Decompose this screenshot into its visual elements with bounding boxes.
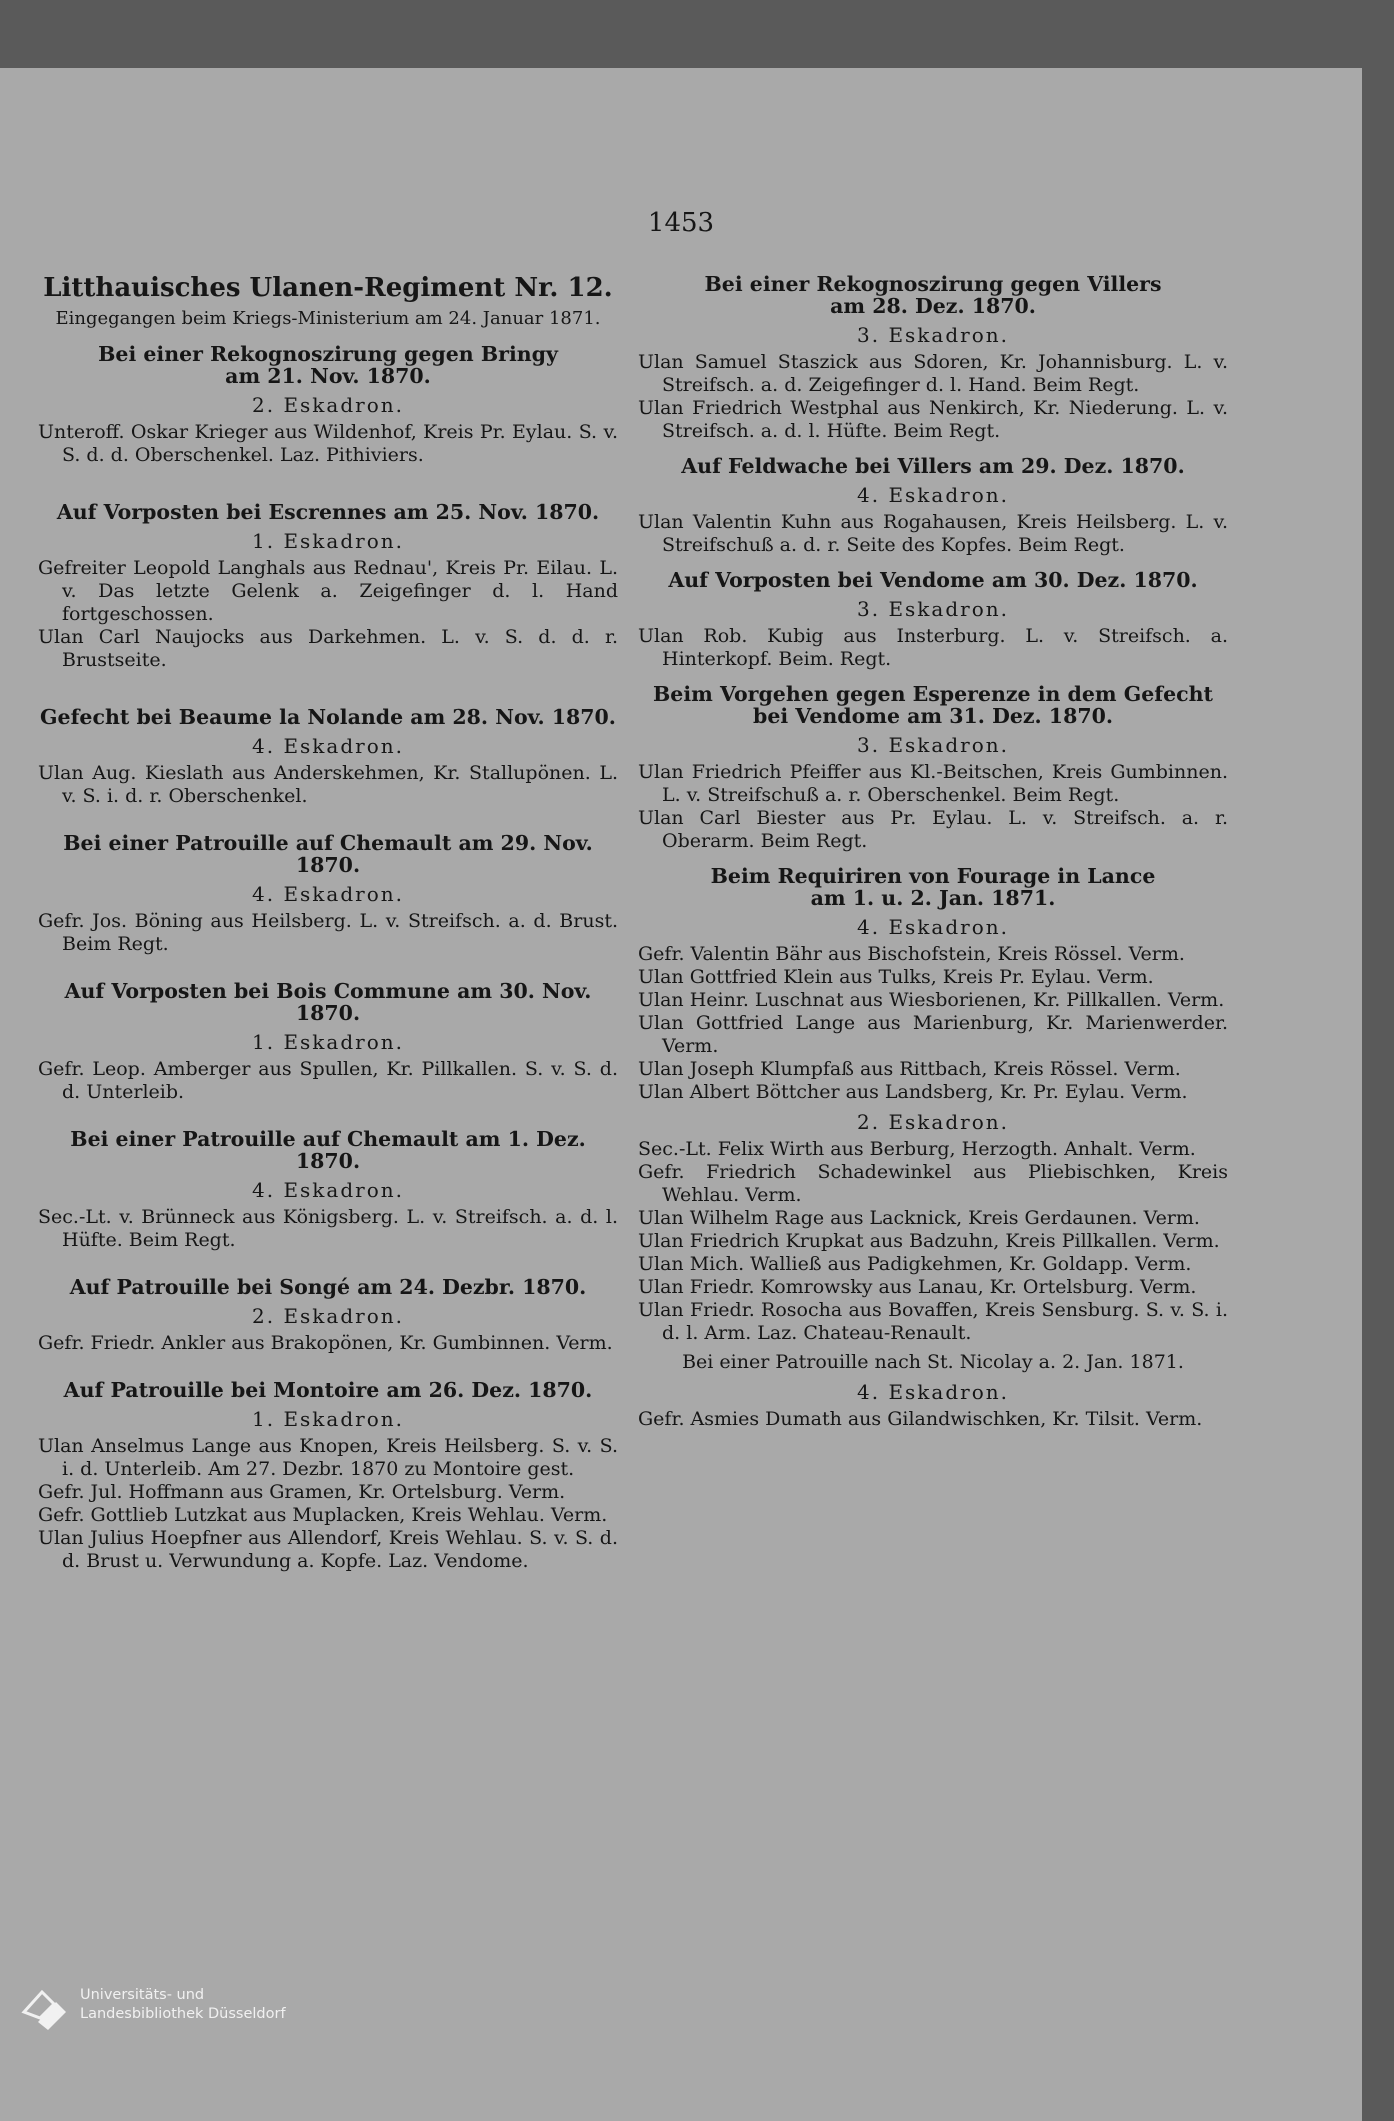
- eskadron-label: 2. Eskadron.: [857, 1110, 1009, 1134]
- eskadron-label: 4. Eskadron.: [252, 1178, 404, 1202]
- casualty-entry: Ulan Samuel Staszick aus Sdoren, Kr. Johannisburg. L. v. Streifsch. a. d. Zeigefinger d. l. Hand. Beim Regt.: [638, 351, 1228, 396]
- casualty-entry: Ulan Julius Hoepfner aus Allendorf, Kreis Wehlau. S. v. S. d. d. Brust u. Verwundung a. Kopfe. Laz. Vendome.: [38, 1527, 618, 1572]
- casualty-entry: Unteroff. Oskar Krieger aus Wildenhof, Kreis Pr. Eylau. S. v. S. d. d. Oberschenkel. Laz. Pithiviers.: [38, 421, 618, 466]
- library-name: [80, 1986, 286, 2024]
- casualty-entry: Ulan Aug. Kieslath aus Anderskehmen, Kr. Stallupönen. L. v. S. i. d. r. Oberschenkel.: [38, 762, 618, 807]
- eskadron-label: 4. Eskadron.: [252, 882, 404, 906]
- section-heading-date: bei Vendome am 31. Dez. 1870.: [753, 704, 1113, 728]
- regiment-title: Litthauisches Ulanen-Regiment Nr. 12.: [43, 273, 613, 303]
- casualty-entry: Sec.-Lt. Felix Wirth aus Berburg, Herzogth. Anhalt. Verm.: [638, 1138, 1196, 1160]
- section-heading: Bei einer Rekognoszirung gegen Bringy: [98, 342, 558, 366]
- patrol-note: Bei einer Patrouille nach St. Nicolay a. 2. Jan. 1871.: [682, 1351, 1184, 1373]
- section-heading: Beim Requiriren von Fourage in Lance: [710, 864, 1156, 888]
- eskadron-label: 4. Eskadron.: [857, 915, 1009, 939]
- section-heading: Auf Vorposten bei Bois Commune am 30. Nov.: [64, 979, 592, 1003]
- eskadron-label: 3. Eskadron.: [857, 733, 1009, 757]
- received-line: Eingegangen beim Kriegs-Ministerium am 24. Januar 1871.: [55, 308, 601, 329]
- casualty-entry: Ulan Joseph Klumpfaß aus Rittbach, Kreis Rössel. Verm.: [638, 1058, 1181, 1080]
- eskadron-label: 2. Eskadron.: [252, 393, 404, 417]
- section-heading-date: am 21. Nov. 1870.: [225, 364, 431, 388]
- eskadron-label: 3. Eskadron.: [857, 597, 1009, 621]
- library-logo: [20, 1984, 320, 2032]
- casualty-entry: Ulan Friedrich Pfeiffer aus Kl.-Beitschen, Kreis Gumbinnen. L. v. Streifschuß a. r. Oberschenkel. Beim Regt.: [638, 761, 1228, 806]
- scanned-page: [0, 68, 1362, 2121]
- casualty-entry: Gefreiter Leopold Langhals aus Rednau', Kreis Pr. Eilau. L. v. Das letzte Gelenk a. Zeigefinger d. l. Hand fortgeschossen.: [38, 557, 618, 625]
- section-heading-date: 1870.: [295, 1001, 361, 1025]
- library-logo-icon: [20, 1984, 70, 2032]
- section-heading-date: 1870.: [295, 1149, 361, 1173]
- section-heading: Auf Patrouille bei Montoire am 26. Dez. 1870.: [63, 1378, 593, 1402]
- casualty-entry: Gefr. Asmies Dumath aus Gilandwischken, Kr. Tilsit. Verm.: [638, 1408, 1203, 1430]
- eskadron-label: 1. Eskadron.: [252, 1407, 404, 1431]
- casualty-entry: Ulan Gottfried Klein aus Tulks, Kreis Pr. Eylau. Verm.: [638, 966, 1154, 988]
- eskadron-label: 3. Eskadron.: [857, 323, 1009, 347]
- casualty-entry: Ulan Friedrich Westphal aus Nenkirch, Kr. Niederung. L. v. Streifsch. a. d. l. Hüfte. Beim Regt.: [638, 397, 1228, 442]
- right-column: [638, 273, 1228, 1431]
- eskadron-label: 1. Eskadron.: [252, 529, 404, 553]
- casualty-entry: Ulan Friedrich Krupkat aus Badzuhn, Kreis Pillkallen. Verm.: [638, 1230, 1220, 1252]
- casualty-entry: Sec.-Lt. v. Brünneck aus Königsberg. L. v. Streifsch. a. d. l. Hüfte. Beim Regt.: [38, 1206, 618, 1251]
- casualty-entry: Gefr. Gottlieb Lutzkat aus Muplacken, Kreis Wehlau. Verm.: [38, 1504, 608, 1526]
- section-heading: Bei einer Rekognoszirung gegen Villers: [704, 272, 1162, 296]
- casualty-entry: Ulan Carl Biester aus Pr. Eylau. L. v. Streifsch. a. r. Oberarm. Beim Regt.: [638, 807, 1228, 852]
- library-name-line1: Universitäts- und: [80, 1987, 205, 2003]
- casualty-entry: Ulan Albert Böttcher aus Landsberg, Kr. Pr. Eylau. Verm.: [638, 1081, 1188, 1103]
- casualty-entry: Gefr. Valentin Bähr aus Bischofstein, Kreis Rössel. Verm.: [638, 943, 1185, 965]
- section-heading-date: 1870.: [295, 853, 361, 877]
- casualty-entry: Gefr. Friedr. Ankler aus Brakopönen, Kr. Gumbinnen. Verm.: [38, 1332, 613, 1354]
- casualty-entry: Gefr. Leop. Amberger aus Spullen, Kr. Pillkallen. S. v. S. d. d. Unterleib.: [38, 1058, 618, 1103]
- eskadron-label: 4. Eskadron.: [857, 1380, 1009, 1404]
- casualty-entry: Ulan Wilhelm Rage aus Lacknick, Kreis Gerdaunen. Verm.: [638, 1207, 1200, 1229]
- casualty-entry: Ulan Mich. Walließ aus Padigkehmen, Kr. Goldapp. Verm.: [638, 1253, 1192, 1275]
- left-column: [38, 273, 618, 1573]
- section-heading: Auf Feldwache bei Villers am 29. Dez. 1870.: [681, 454, 1185, 478]
- casualty-entry: Gefr. Jul. Hoffmann aus Gramen, Kr. Ortelsburg. Verm.: [38, 1481, 566, 1503]
- casualty-entry: Ulan Rob. Kubig aus Insterburg. L. v. Streifsch. a. Hinterkopf. Beim. Regt.: [638, 625, 1228, 670]
- casualty-entry: Ulan Heinr. Luschnat aus Wiesborienen, Kr. Pillkallen. Verm.: [638, 989, 1225, 1011]
- casualty-entry: Gefr. Friedrich Schadewinkel aus Pliebischken, Kreis Wehlau. Verm.: [638, 1161, 1228, 1206]
- casualty-entry: Gefr. Jos. Böning aus Heilsberg. L. v. Streifsch. a. d. Brust. Beim Regt.: [38, 910, 618, 955]
- section-heading-date: am 28. Dez. 1870.: [830, 294, 1036, 318]
- casualty-entry: Ulan Friedr. Komrowsky aus Lanau, Kr. Ortelsburg. Verm.: [638, 1276, 1197, 1298]
- section-heading: Bei einer Patrouille auf Chemault am 29. Nov.: [63, 831, 593, 855]
- casualty-entry: Ulan Friedr. Rosocha aus Bovaffen, Kreis Sensburg. S. v. S. i. d. l. Arm. Laz. Chateau-Renault.: [638, 1299, 1228, 1344]
- casualty-entry: Ulan Gottfried Lange aus Marienburg, Kr. Marienwerder. Verm.: [638, 1012, 1228, 1057]
- eskadron-label: 4. Eskadron.: [252, 734, 404, 758]
- section-heading-date: am 1. u. 2. Jan. 1871.: [810, 886, 1056, 910]
- eskadron-label: 2. Eskadron.: [252, 1304, 404, 1328]
- library-name-line2: Landesbibliothek Düsseldorf: [80, 2006, 286, 2022]
- casualty-entry: Ulan Valentin Kuhn aus Rogahausen, Kreis Heilsberg. L. v. Streifschuß a. d. r. Seite des Kopfes. Beim Regt.: [638, 511, 1228, 556]
- eskadron-label: 1. Eskadron.: [252, 1030, 404, 1054]
- page-number: 1453: [647, 208, 715, 238]
- section-heading: Auf Vorposten bei Escrennes am 25. Nov. 1870.: [56, 500, 600, 524]
- casualty-entry: Ulan Carl Naujocks aus Darkehmen. L. v. S. d. d. r. Brustseite.: [38, 626, 618, 671]
- section-heading: Beim Vorgehen gegen Esperenze in dem Gefecht: [652, 682, 1214, 706]
- section-heading: Bei einer Patrouille auf Chemault am 1. Dez.: [70, 1127, 586, 1151]
- section-heading: Auf Patrouille bei Songé am 24. Dezbr. 1870.: [69, 1275, 587, 1299]
- section-heading: Gefecht bei Beaume la Nolande am 28. Nov. 1870.: [40, 705, 616, 729]
- eskadron-label: 4. Eskadron.: [857, 483, 1009, 507]
- section-heading: Auf Vorposten bei Vendome am 30. Dez. 1870.: [668, 568, 1198, 592]
- casualty-entry: Ulan Anselmus Lange aus Knopen, Kreis Heilsberg. S. v. S. i. d. Unterleib. Am 27. Dezbr. 1870 zu Montoire gest.: [38, 1435, 618, 1480]
